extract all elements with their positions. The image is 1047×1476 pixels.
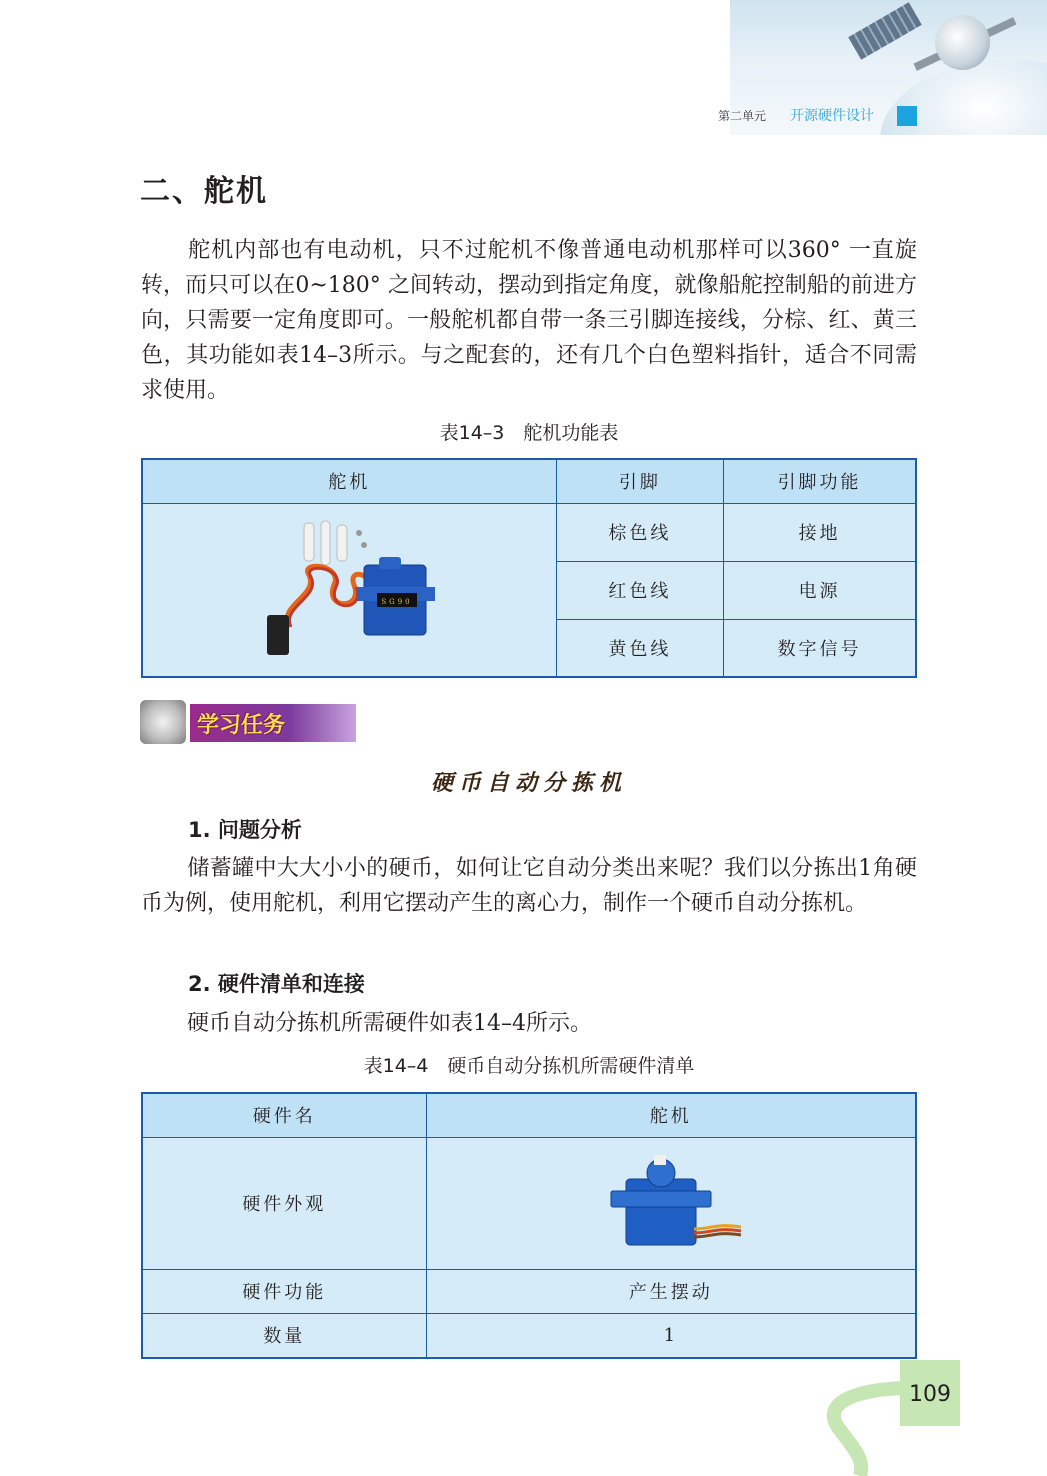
step2-paragraph xyxy=(141,1006,917,1041)
badge-banner xyxy=(190,704,356,742)
step2-heading: 2. 硬件清单和连接 xyxy=(188,972,365,996)
step1-paragraph xyxy=(141,851,917,921)
page-corner-swirl xyxy=(820,1380,910,1476)
satellite-dish-graphic xyxy=(935,15,990,70)
table1-header-servo: 舵机 xyxy=(142,459,556,503)
hardware-list-table xyxy=(141,1092,917,1359)
step2-paragraph-text: 硬币自动分拣机所需硬件如表14–4所示。 xyxy=(187,1011,592,1036)
table1-header-pin: 引脚 xyxy=(556,459,723,503)
table1-pin-red: 红色线 xyxy=(556,561,723,619)
table1-header-function: 引脚功能 xyxy=(724,459,916,503)
table2-value-function: 产生摆动 xyxy=(426,1269,916,1313)
table1-caption: 表14–3 舵机功能表 xyxy=(439,422,619,444)
badge-label: 学习任务 xyxy=(197,713,286,738)
servo-label-text: SG90 xyxy=(381,597,413,606)
servo-image xyxy=(596,1151,746,1251)
table2-caption: 表14–4 硬币自动分拣机所需硬件清单 xyxy=(363,1055,695,1077)
table1-function-ground: 接地 xyxy=(724,503,916,561)
unit-title: 开源硬件设计 xyxy=(790,108,874,124)
table2-value-quantity: 1 xyxy=(426,1313,916,1358)
servo-function-table xyxy=(141,458,917,678)
table1-function-signal: 数字信号 xyxy=(724,619,916,677)
task-title: 硬币自动分拣机 xyxy=(430,770,627,796)
table2-label-name: 硬件名 xyxy=(142,1093,426,1137)
table2-label-function: 硬件功能 xyxy=(142,1269,426,1313)
badge-sphere-icon xyxy=(140,700,186,744)
table2-label-appearance: 硬件外观 xyxy=(142,1137,426,1269)
step1-paragraph-text: 储蓄罐中大大小小的硬币，如何让它自动分类出来呢？我们以分拣出1角硬币为例，使用舵机，利用它摆动产生的离心力，制作一个硬币自动分拣机。 xyxy=(141,856,917,916)
table2-label-quantity: 数量 xyxy=(142,1313,426,1358)
intro-paragraph xyxy=(141,233,917,408)
page-number: 109 xyxy=(909,1382,951,1407)
unit-label: 第二单元 xyxy=(718,109,767,123)
step1-heading: 1. 问题分析 xyxy=(188,818,302,842)
servo-image-cell xyxy=(142,503,556,677)
intro-paragraph-text: 舵机内部也有电动机，只不过舵机不像普通电动机那样可以360° 一直旋转，而只可以在0~180° 之间转动，摆动到指定角度，就像船舵控制船的前进方向，只需要一定角度即可。一般舵机都自带一条三引脚连接线，分棕、红、黄三色，其功能如表14–3所示。与之配套的，还有几个白色塑料指针，适合不同需求使用。 xyxy=(141,238,917,403)
servo-with-cable-image xyxy=(249,515,449,665)
table1-function-power: 电源 xyxy=(724,561,916,619)
section-title: 二、舵机 xyxy=(140,174,268,209)
table1-pin-yellow: 黄色线 xyxy=(556,619,723,677)
table2-appearance-cell xyxy=(426,1137,916,1269)
solar-panel-graphic xyxy=(848,2,922,60)
servo-kit-graphic xyxy=(249,515,449,665)
learning-task-badge xyxy=(140,700,356,744)
header-illustration xyxy=(730,0,1047,135)
unit-marker xyxy=(897,106,917,126)
table2-value-name: 舵机 xyxy=(426,1093,916,1137)
table1-pin-brown: 棕色线 xyxy=(556,503,723,561)
